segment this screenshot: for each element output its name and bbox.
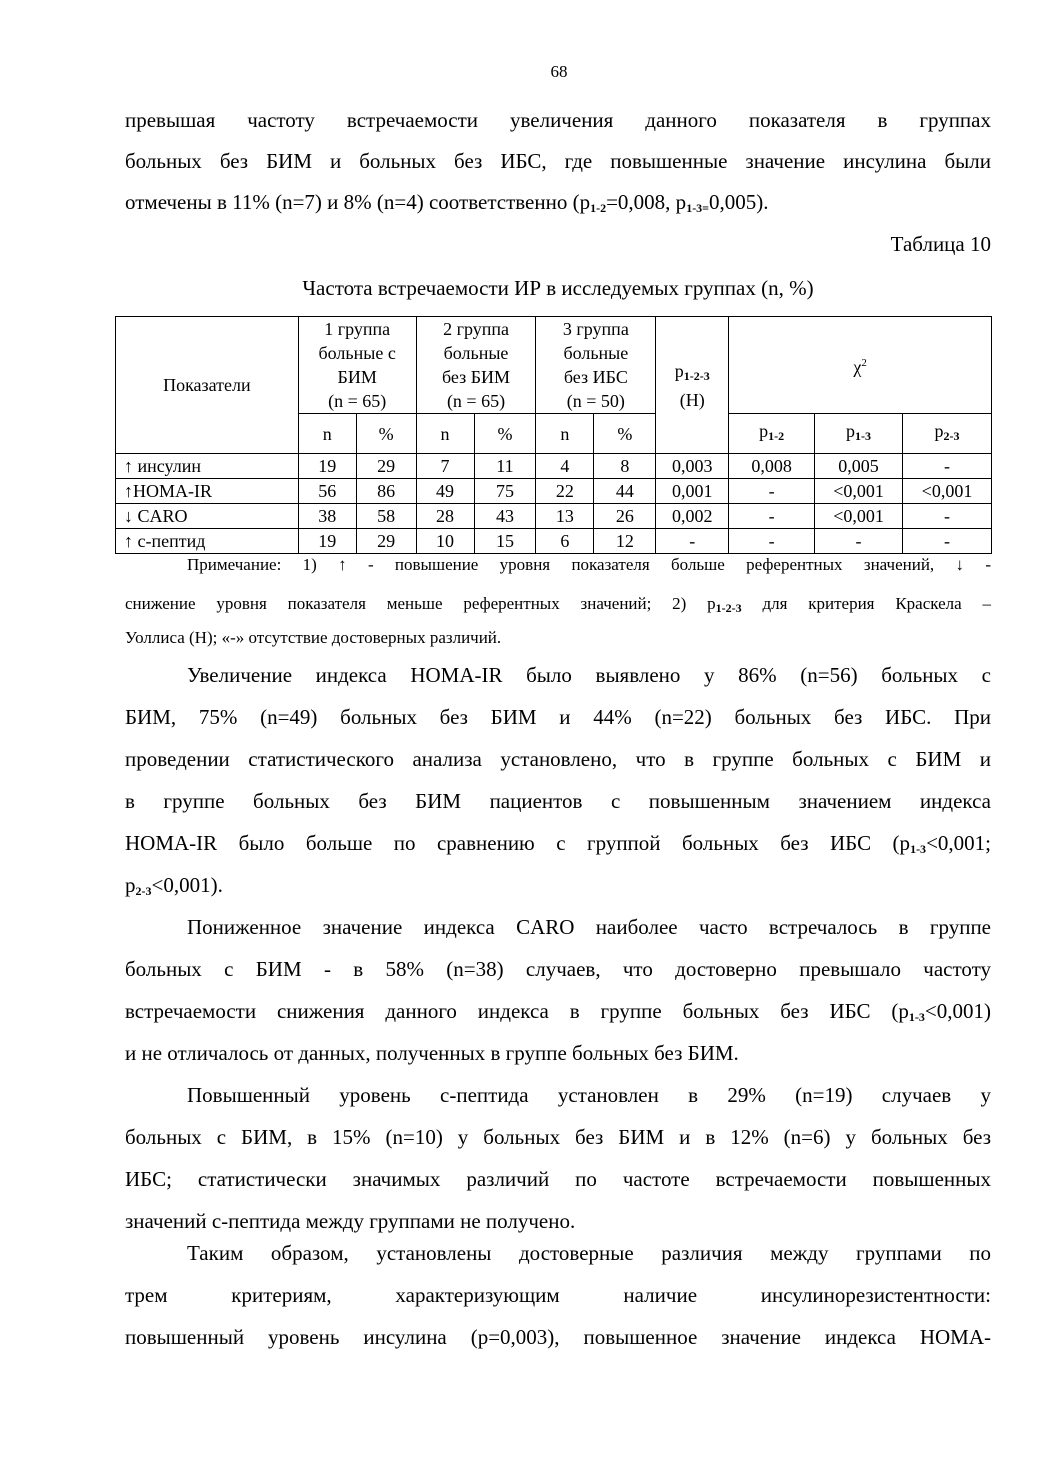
cell: - (729, 479, 815, 504)
table-label: Таблица 10 (890, 232, 991, 256)
table-row (116, 504, 992, 529)
cell: 8 (594, 454, 656, 479)
header-indicator: Показатели (116, 317, 299, 454)
text-line: HOMA-IR было больше по сравнению с группой больных без ИБС ($p_{1-3}<0,001$; (125, 831, 991, 856)
text-line: Увеличение индекса HOMA-IR было выявлено у 86% (n=56) больных с (187, 663, 991, 687)
cell: 43 (474, 504, 536, 529)
text-line: больных с БИМ, в 15% (n=10) у больных без БИМ и в 12% (n=6) у больных без (125, 1125, 991, 1149)
text-line: ИБС; статистически значимых различий по частоте встречаемости повышенных (125, 1167, 991, 1191)
row-label: ↑HOMA-IR (116, 479, 299, 504)
header-p13: $p_{1-3}$ (815, 414, 903, 454)
cell: 38 (298, 504, 356, 529)
cell: <0,001 (815, 479, 903, 504)
text-line: $p_{2-3}<0,001$). (125, 873, 223, 898)
cell: - (656, 529, 729, 554)
text-line: Пониженное значение индекса CARO наиболее часто встречалось в группе (187, 915, 991, 939)
cell: 28 (416, 504, 474, 529)
header-n: n (416, 414, 474, 454)
cell: 0,003 (656, 454, 729, 479)
text-line: значений с-пептида между группами не получено. (125, 1209, 576, 1233)
cell: 13 (536, 504, 594, 529)
cell: 0,008 (729, 454, 815, 479)
cell: 29 (356, 529, 416, 554)
header-group-1: 1 группа больные с БИМ (n = 65) (298, 317, 416, 414)
row-label: ↑ инсулин (116, 454, 299, 479)
cell: 4 (536, 454, 594, 479)
note-line: Уоллиса (H); «-» отсутствие достоверных различий. (125, 628, 502, 647)
cell: 7 (416, 454, 474, 479)
text-line: Таким образом, установлены достоверные различия между группами по (187, 1241, 991, 1265)
cell: 49 (416, 479, 474, 504)
header-chi-square: $\chi^2$ (729, 317, 992, 414)
cell: 10 (416, 529, 474, 554)
header-group-2: 2 группа больные без БИМ (n = 65) (416, 317, 536, 414)
text-line: отмечены в 11% (n=7) и 8% (n=4) соответственно ($p_{1-2}=0,008$, $p_{1-3=}0,005$). (125, 190, 769, 215)
cell: - (729, 504, 815, 529)
cell: 56 (298, 479, 356, 504)
cell: - (815, 529, 903, 554)
text-line: встречаемости снижения данного индекса в группе больных без ИБС $(p_{1-3}<0,001)$ (125, 999, 991, 1024)
cell: 19 (298, 454, 356, 479)
cell: 58 (356, 504, 416, 529)
header-n: n (536, 414, 594, 454)
header-percent: % (474, 414, 536, 454)
text-line: больных без БИМ и больных без ИБС, где повышенные значение инсулина были (125, 149, 991, 173)
cell: 0,005 (815, 454, 903, 479)
cell: 22 (536, 479, 594, 504)
cell: - (729, 529, 815, 554)
row-label: ↑ с-пептид (116, 529, 299, 554)
cell: 15 (474, 529, 536, 554)
text-line: повышенный уровень инсулина (p=0,003), повышенное значение индекса HOMA- (125, 1325, 991, 1349)
text-line: превышая частоту встречаемости увеличения данного показателя в группах (125, 108, 991, 132)
text-line: и не отличалось от данных, полученных в группе больных без БИМ. (125, 1041, 739, 1065)
text-line: Повышенный уровень с-пептида установлен в 29% (n=19) случаев у (187, 1083, 991, 1107)
header-percent: % (356, 414, 416, 454)
table-title: Частота встречаемости ИР в исследуемых группах (n, %) (302, 276, 814, 300)
cell: 12 (594, 529, 656, 554)
cell: <0,001 (903, 479, 992, 504)
cell: - (903, 454, 992, 479)
header-percent: % (594, 414, 656, 454)
text-line: трем критериям, характеризующим наличие инсулинорезистентности: (125, 1283, 991, 1307)
cell: - (903, 529, 992, 554)
cell: 75 (474, 479, 536, 504)
cell: - (903, 504, 992, 529)
cell: 0,001 (656, 479, 729, 504)
text-line: проведении статистического анализа установлено, что в группе больных с БИМ и (125, 747, 991, 771)
note-line: снижение уровня показателя меньше референтных значений; 2) $p_{1-2-3}$ для критерия Краскела – (125, 594, 991, 615)
cell: 29 (356, 454, 416, 479)
text-line: в группе больных без БИМ пациентов с повышенным значением индекса (125, 789, 991, 813)
text-line: больных с БИМ - в 58% (n=38) случаев, что достоверно превышало частоту (125, 957, 991, 981)
text-line: БИМ, 75% (n=49) больных без БИМ и 44% (n=22) больных без ИБС. При (125, 705, 991, 729)
header-group-3: 3 группа больные без ИБС (n = 50) (536, 317, 656, 414)
cell: 0,002 (656, 504, 729, 529)
table-row (116, 479, 992, 504)
cell: 11 (474, 454, 536, 479)
header-p12: $p_{1-2}$ (729, 414, 815, 454)
header-p-kruskal: $p_{1-2-3}$ (H) (656, 317, 729, 454)
row-label: ↓ CARO (116, 504, 299, 529)
note-line: Примечание: 1) ↑ - повышение уровня показателя больше референтных значений, ↓ - (187, 555, 991, 574)
data-table (115, 316, 992, 554)
header-n: n (298, 414, 356, 454)
cell: <0,001 (815, 504, 903, 529)
cell: 19 (298, 529, 356, 554)
cell: 26 (594, 504, 656, 529)
cell: 44 (594, 479, 656, 504)
page-number: 68 (550, 62, 568, 81)
cell: 6 (536, 529, 594, 554)
header-p23: $p_{2-3}$ (903, 414, 992, 454)
table-row (116, 454, 992, 479)
cell: 86 (356, 479, 416, 504)
